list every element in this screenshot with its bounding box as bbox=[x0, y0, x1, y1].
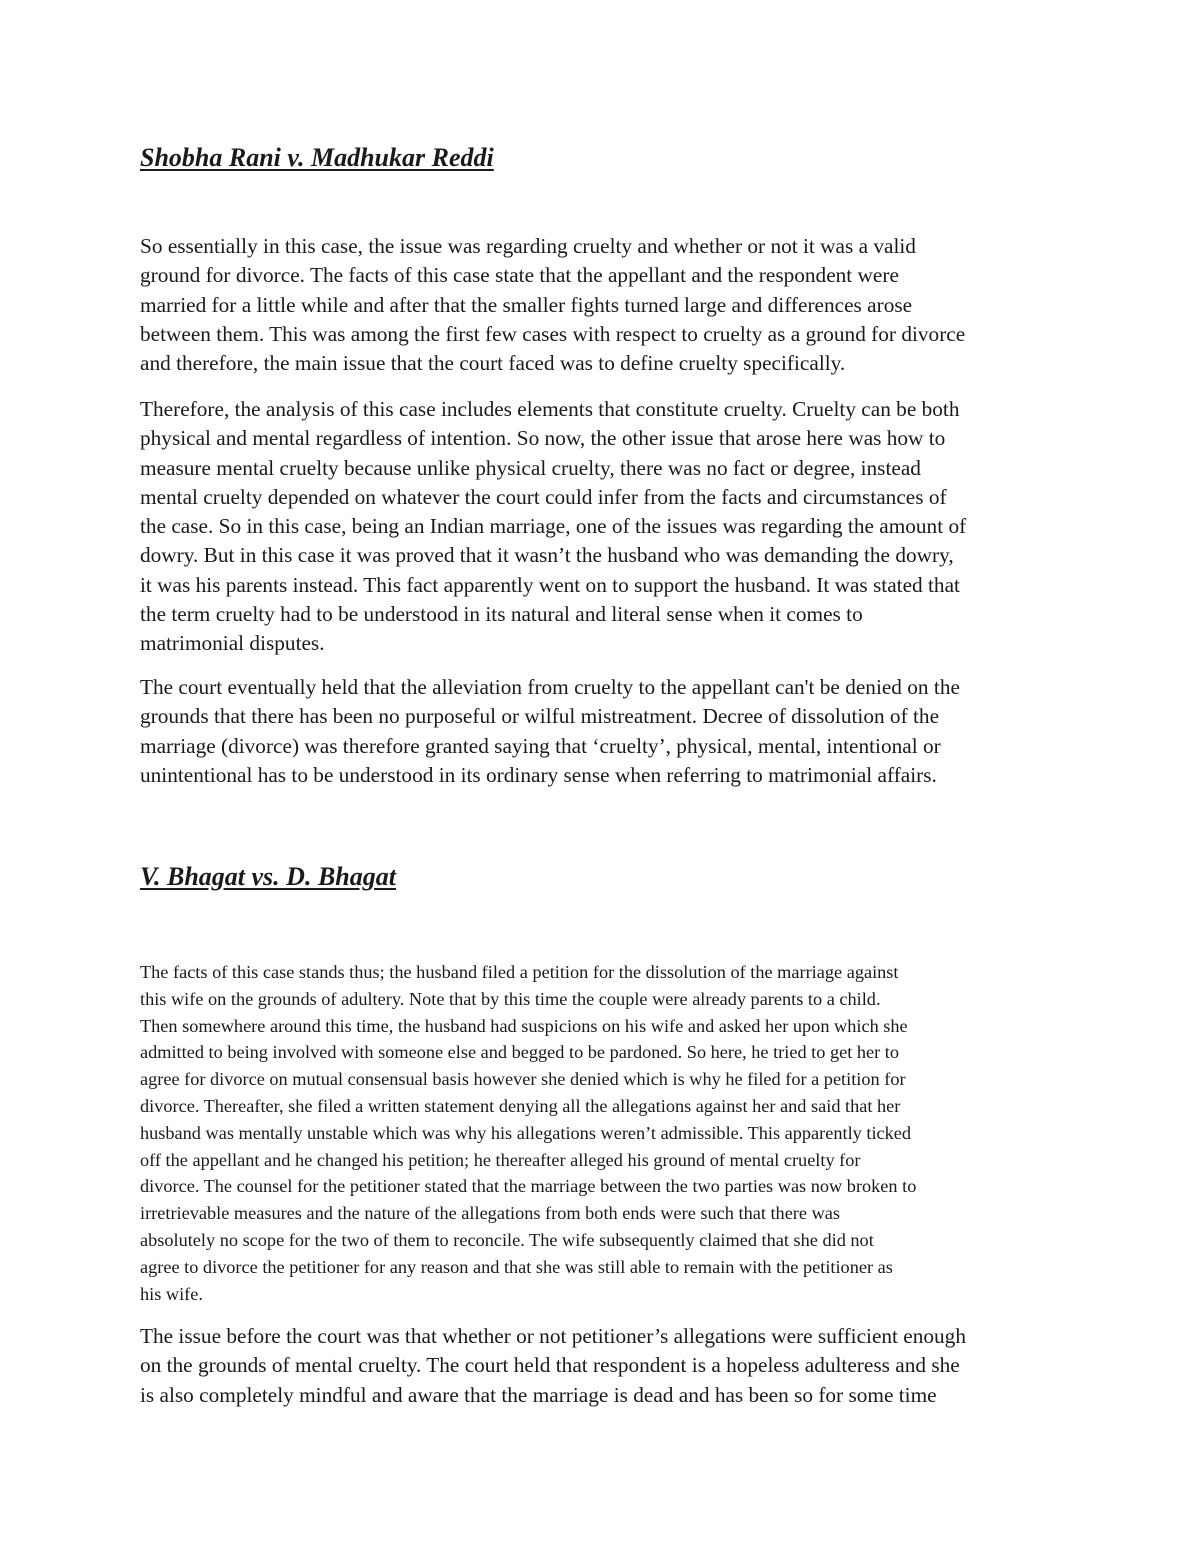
case-paragraph bbox=[140, 673, 1070, 790]
text-line: agree for divorce on mutual consensual basis however she denied which is why he filed for a petition for bbox=[140, 1069, 906, 1090]
text-line: The court eventually held that the alleviation from cruelty to the appellant can't be denied on the bbox=[140, 675, 960, 699]
text-line: divorce. The counsel for the petitioner stated that the marriage between the two parties was now broken to bbox=[140, 1176, 917, 1197]
text-line: is also completely mindful and aware that the marriage is dead and has been so for some time bbox=[140, 1382, 937, 1407]
text-line: measure mental cruelty because unlike physical cruelty, there was no fact or degree, instead bbox=[140, 455, 921, 480]
text-line: matrimonial disputes. bbox=[140, 631, 325, 656]
case-heading-shobha-rani: Shobha Rani v. Madhukar Reddi bbox=[140, 143, 494, 172]
text-line: off the appellant and he changed his petition; he thereafter alleged his ground of mental cruelty for bbox=[140, 1149, 861, 1170]
text-line: married for a little while and after that the smaller fights turned large and differences arose bbox=[140, 292, 913, 317]
case-paragraph bbox=[140, 959, 1070, 1307]
text-line: divorce. Thereafter, she filed a written statement denying all the allegations against her and said that her bbox=[140, 1095, 901, 1116]
text-line: unintentional has to be understood in its ordinary sense when referring to matrimonial affairs. bbox=[140, 762, 937, 787]
text-line: The facts of this case stands thus; the husband filed a petition for the dissolution of the marriage against bbox=[140, 962, 899, 982]
text-line: Therefore, the analysis of this case includes elements that constitute cruelty. Cruelty can be both bbox=[140, 397, 960, 421]
text-line: absolutely no scope for the two of them to reconcile. The wife subsequently claimed that she did not bbox=[140, 1229, 874, 1250]
case-heading-bhagat: V. Bhagat vs. D. Bhagat bbox=[140, 862, 396, 891]
text-line: this wife on the grounds of adultery. Note that by this time the couple were already parents to a child. bbox=[140, 988, 881, 1009]
text-line: The issue before the court was that whether or not petitioner’s allegations were sufficient enough bbox=[140, 1324, 966, 1348]
text-line: and therefore, the main issue that the court faced was to define cruelty specifically. bbox=[140, 351, 846, 376]
text-line: agree to divorce the petitioner for any reason and that she was still able to remain with the petitioner as bbox=[140, 1256, 893, 1277]
text-line: dowry. But in this case it was proved that it wasn’t the husband who was demanding the dowry, bbox=[140, 543, 954, 568]
text-line: So essentially in this case, the issue was regarding cruelty and whether or not it was a valid bbox=[140, 234, 916, 258]
text-line: admitted to being involved with someone else and begged to be pardoned. So here, he tried to get her to bbox=[140, 1042, 899, 1063]
text-line: physical and mental regardless of intention. So now, the other issue that arose here was how to bbox=[140, 426, 946, 451]
text-line: irretrievable measures and the nature of the allegations from both ends were such that there was bbox=[140, 1203, 841, 1224]
case-paragraph bbox=[140, 395, 1070, 659]
text-line: Then somewhere around this time, the husband had suspicions on his wife and asked her upon which she bbox=[140, 1015, 908, 1036]
text-line: ground for divorce. The facts of this case state that the appellant and the respondent were bbox=[140, 263, 899, 288]
text-line: the case. So in this case, being an Indian marriage, one of the issues was regarding the amount of bbox=[140, 514, 967, 539]
text-line: his wife. bbox=[140, 1283, 203, 1304]
text-line: on the grounds of mental cruelty. The court held that respondent is a hopeless adulteress and she bbox=[140, 1353, 960, 1378]
text-line: grounds that there has been no purposeful or wilful mistreatment. Decree of dissolution of the bbox=[140, 704, 940, 729]
text-line: husband was mentally unstable which was why his allegations weren’t admissible. This apparently ticked bbox=[140, 1122, 912, 1143]
text-line: mental cruelty depended on whatever the court could infer from the facts and circumstances of bbox=[140, 484, 947, 509]
text-line: it was his parents instead. This fact apparently went on to support the husband. It was stated that bbox=[140, 572, 960, 597]
case-paragraph bbox=[140, 232, 1070, 378]
text-line: between them. This was among the first few cases with respect to cruelty as a ground for divorce bbox=[140, 321, 966, 346]
text-line: marriage (divorce) was therefore granted saying that ‘cruelty’, physical, mental, intentional or bbox=[140, 733, 941, 758]
case-paragraph bbox=[140, 1322, 1070, 1410]
text-line: the term cruelty had to be understood in its natural and literal sense when it comes to bbox=[140, 602, 863, 627]
